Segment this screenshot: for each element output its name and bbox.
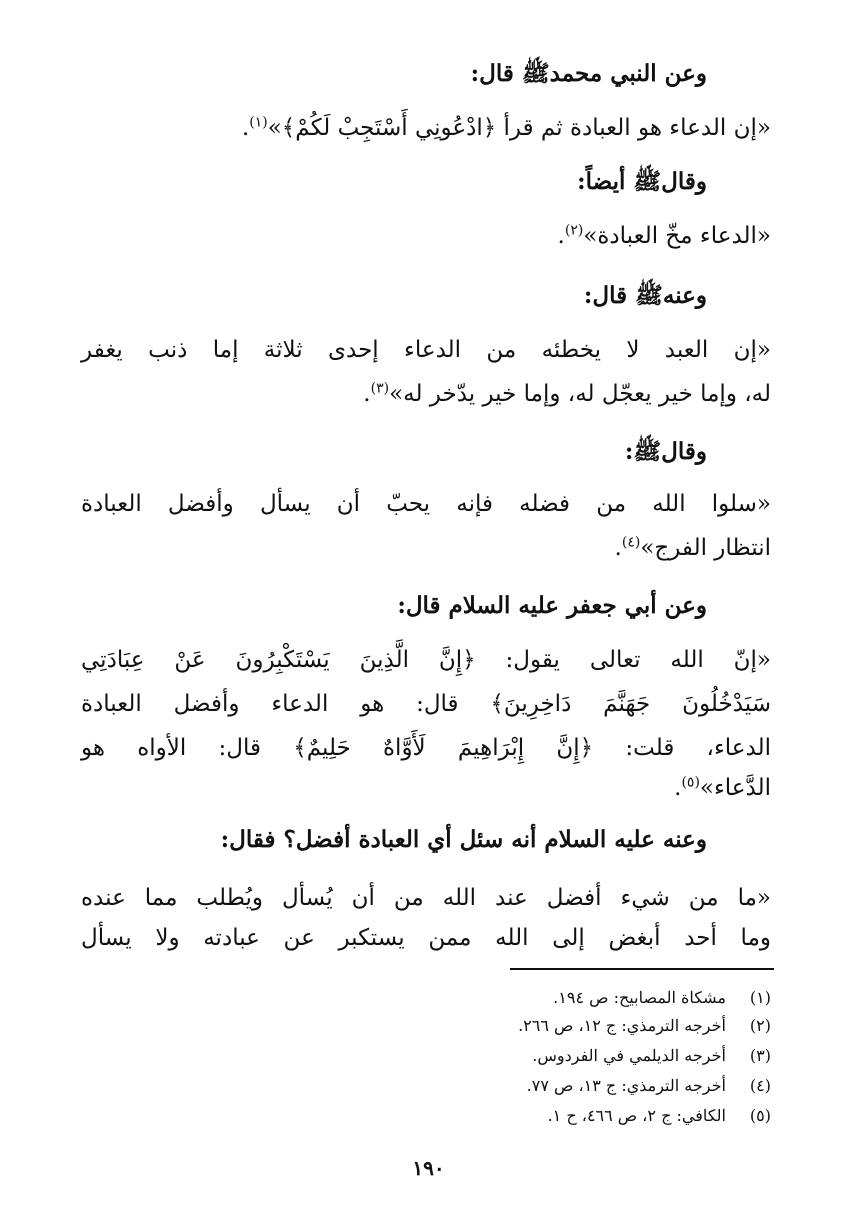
- footnote: [532, 1044, 771, 1068]
- footnote-text: الكافي: ج ٢، ص ٤٦٦، ح ١.: [547, 1106, 726, 1125]
- line-text: «الدعاء مخّ العبادة»: [583, 223, 771, 249]
- footnote-number: (٤): [749, 1076, 771, 1095]
- line-tail: .: [363, 381, 371, 407]
- quote-line: [674, 768, 771, 808]
- line-text: «إن الدعاء هو العبادة ثم قرأ ﴿ادْعُونِي أَسْتَجِبْ لَكُمْ﴾»: [267, 115, 771, 141]
- intro-line: [577, 162, 707, 202]
- line-tail: .: [557, 223, 565, 249]
- footnote-marker: (٥): [681, 774, 700, 791]
- quote-line: [242, 108, 771, 148]
- line-text: وعنه عليه السلام أنه سئل أي العبادة أفضل؟ فقال:: [220, 826, 707, 853]
- line-text: انتظار الفرج»: [640, 535, 771, 561]
- footnote-marker: (١): [249, 114, 268, 131]
- line-text: وعنهﷺ قال:: [583, 282, 707, 309]
- line-text: الدَّعاء»: [699, 775, 771, 801]
- line-text: سَيَدْخُلُونَ جَهَنَّمَ دَاخِرِينَ﴾ قال: هو الدعاء وأفضل العبادة: [81, 691, 771, 717]
- quote-line: [615, 528, 771, 568]
- footnote-text: أخرجه الترمذي: ج ١٣، ص ٧٧.: [526, 1076, 726, 1095]
- quote-line: [81, 484, 771, 524]
- footnote-marker: (٤): [621, 534, 641, 551]
- footnote-text: مشكاة المصابيح: ص ١٩٤.: [553, 988, 726, 1007]
- intro-line: [584, 276, 707, 316]
- quote-line: [81, 728, 771, 768]
- line-text: «سلوا الله من فضله فإنه يحبّ أن يسأل وأفضل العبادة: [81, 491, 771, 517]
- footnote: [548, 1104, 771, 1128]
- footnote-marker: (٢): [564, 222, 584, 239]
- intro-line: [471, 54, 707, 94]
- line-text: وما أحد أبغض إلى الله ممن يستكبر عن عبادته ولا يسأل: [81, 925, 771, 951]
- line-text: وعن النبي محمدﷺ قال:: [470, 60, 707, 87]
- footnote-text: أخرجه الترمذي: ج ١٢، ص ٢٦٦.: [518, 1016, 726, 1035]
- intro-line: [221, 820, 707, 860]
- quote-line: [81, 640, 771, 680]
- line-tail: .: [614, 535, 622, 561]
- quote-line: [81, 878, 771, 918]
- quote-line: [558, 216, 771, 256]
- line-text: وعن أبي جعفر عليه السلام قال:: [397, 592, 707, 619]
- intro-line: [625, 432, 707, 472]
- footnote-separator: [510, 968, 774, 970]
- line-text: «إنّ الله تعالى يقول: ﴿إِنَّ الَّذِينَ يَسْتَكْبِرُونَ عَنْ عِبَادَتِي: [81, 647, 771, 673]
- footnote-text: أخرجه الديلمي في الفردوس.: [532, 1046, 726, 1065]
- line-tail: .: [674, 775, 682, 801]
- quote-line: [81, 330, 771, 370]
- line-text: له، وإما خير يعجّل له، وإما خير يدّخر له»: [389, 381, 771, 407]
- line-text: «إن العبد لا يخطئه من الدعاء إحدى ثلاثة إما ذنب يغفر: [81, 337, 771, 363]
- footnote-number: (٥): [749, 1106, 771, 1125]
- footnote-marker: (٣): [370, 380, 390, 397]
- quote-line: [363, 374, 771, 414]
- line-text: «ما من شيء أفضل عند الله من أن يُسأل ويُطلب مما عنده: [81, 885, 771, 911]
- line-text: وقالﷺ أيضاً:: [577, 168, 707, 195]
- intro-line: [397, 586, 707, 626]
- quote-line: [81, 684, 771, 724]
- footnote: [518, 1014, 771, 1038]
- page-number: ١٩٠: [412, 1156, 445, 1180]
- footnote: [527, 1074, 771, 1098]
- line-text: وقالﷺ:: [624, 438, 707, 465]
- line-tail: .: [241, 115, 250, 141]
- footnote-number: (٢): [749, 1016, 771, 1035]
- line-text: الدعاء، قلت: ﴿إِنَّ إِبْرَاهِيمَ لَأَوَّاهٌ حَلِيمٌ﴾ قال: الأواه هو: [81, 735, 771, 761]
- footnote-number: (٣): [749, 1046, 771, 1065]
- footnote-number: (١): [749, 988, 771, 1007]
- quote-line: [81, 918, 771, 958]
- footnote: [553, 986, 771, 1010]
